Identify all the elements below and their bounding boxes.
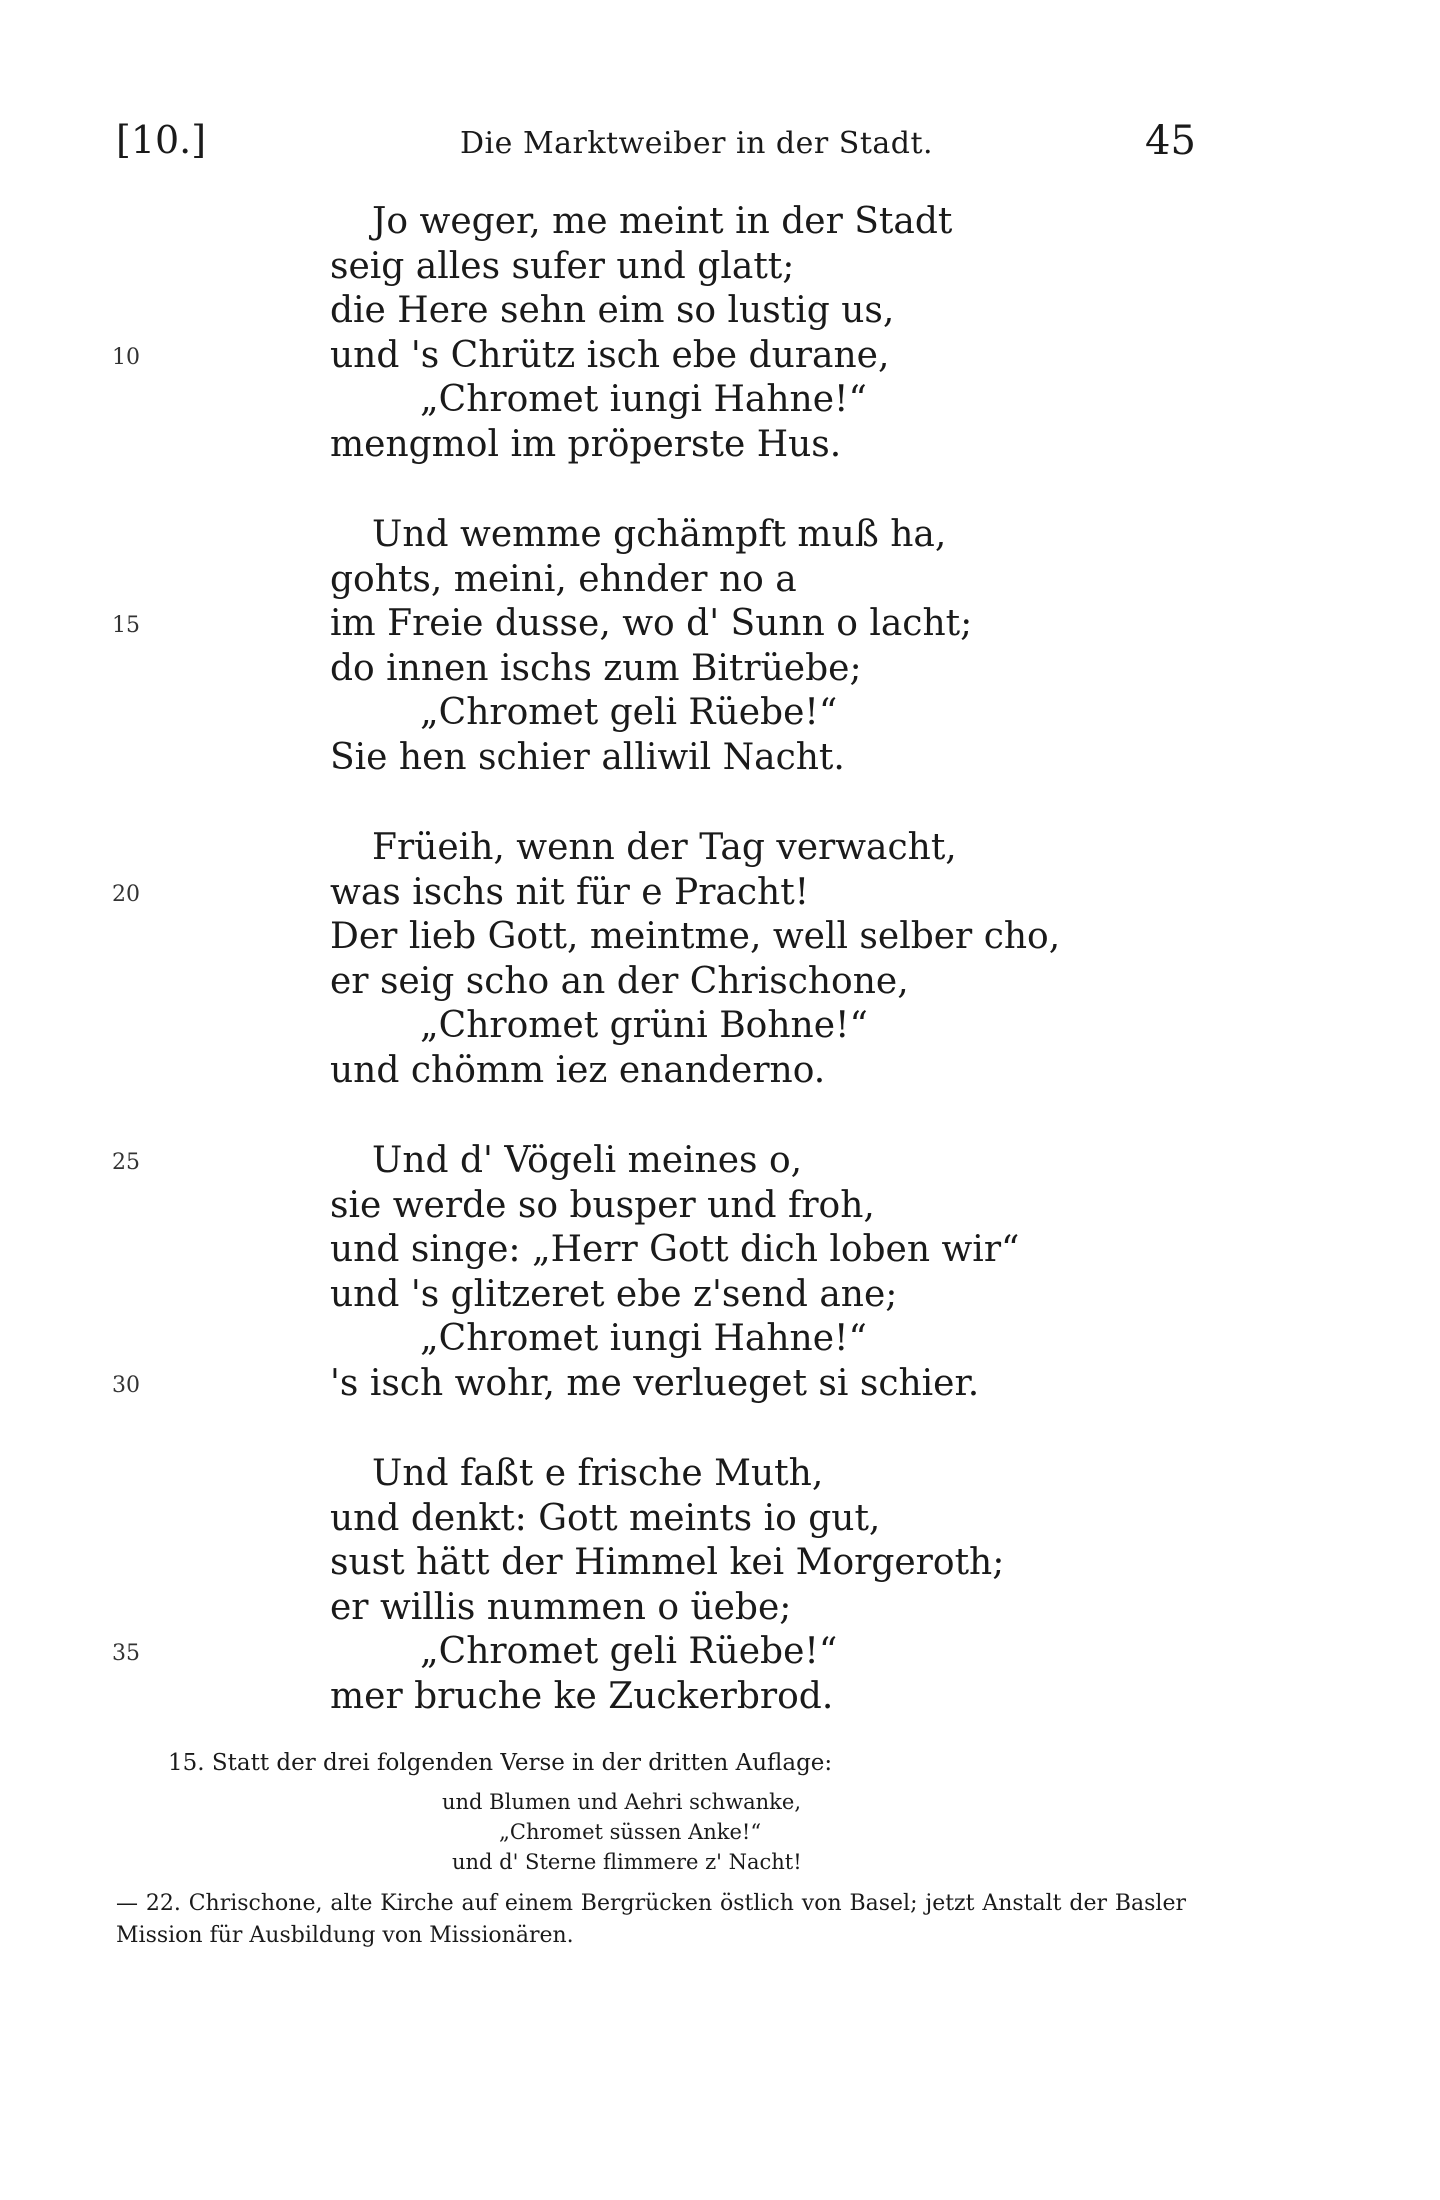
verse-line: [0, 200, 1440, 245]
verse-text: mengmol im pröperste Hus.: [330, 423, 842, 465]
stanza: [0, 513, 1440, 780]
footnote-15-quote-line: und d' Sterne flimmere z' Nacht!: [452, 1850, 802, 1874]
verse-text: Der lieb Gott, meintme, well selber cho,: [330, 916, 1061, 957]
verse-text: Früeih, wenn der Tag verwacht,: [372, 827, 957, 868]
verse-text: „Chromet iungi Hahne!“: [420, 379, 867, 420]
verse-line: [0, 1273, 1440, 1318]
verse-line: [0, 602, 1440, 647]
verse-line: [0, 1139, 1440, 1184]
verse-text: „Chromet geli Rüebe!“: [420, 692, 838, 733]
stanza: [0, 826, 1440, 1093]
stanza: [0, 200, 1440, 467]
verse-line: [0, 1586, 1440, 1631]
verse-line: [0, 647, 1440, 692]
verse-line: [0, 691, 1440, 736]
verse-line: [0, 1184, 1440, 1229]
line-number: 10: [112, 344, 140, 370]
verse-text: Und wemme gchämpft muß ha,: [372, 514, 947, 555]
verse-line: [0, 334, 1440, 379]
verse-line: [0, 915, 1440, 960]
line-number: 20: [112, 881, 140, 907]
verse-text: Jo weger, me meint in der Stadt: [372, 201, 953, 242]
verse-text: „Chromet iungi Hahne!“: [420, 1318, 867, 1359]
footnote-22: — 22. Chrischone, alte Kirche auf einem Bergrücken östlich von Basel; jetzt Anstalt der Basler Mission für Ausbildung von Missionären.: [116, 1891, 1186, 1948]
verse-text: sust hätt der Himmel kei Morgeroth;: [330, 1542, 1005, 1583]
footnote-15-intro: 15. Statt der drei folgenden Verse in der dritten Auflage:: [168, 1750, 833, 1776]
verse-text: er willis nummen o üebe;: [330, 1586, 792, 1628]
footnote-15-quote-line: „Chromet süssen Anke!“: [499, 1820, 762, 1844]
footnote-15-quote-line: und Blumen und Aehri schwanke,: [442, 1790, 802, 1814]
verse-line: [0, 1630, 1440, 1675]
stanza: [0, 1452, 1440, 1719]
page-header: [0, 118, 1440, 178]
verse-text: seig alles sufer und glatt;: [330, 245, 795, 287]
verse-text: mer bruche ke Zuckerbrod.: [330, 1675, 834, 1717]
verse-line: [0, 1228, 1440, 1273]
verse-line: [0, 826, 1440, 871]
verse-text: und 's glitzeret ebe z'send ane;: [330, 1273, 898, 1315]
page-number: 45: [1145, 118, 1196, 164]
verse-line: [0, 558, 1440, 603]
section-number: [10.]: [116, 118, 207, 162]
verse-text: und chömm iez enanderno.: [330, 1049, 826, 1091]
verse-line: [0, 513, 1440, 558]
verse-text: und 's Chrütz isch ebe durane,: [330, 334, 890, 376]
verse-line: [0, 1317, 1440, 1362]
verse-text: sie werde so busper und froh,: [330, 1184, 875, 1226]
line-number: 25: [112, 1150, 140, 1175]
verse-text: und denkt: Gott meints io gut,: [330, 1497, 881, 1539]
verse-line: [0, 245, 1440, 290]
running-title: Die Marktweiber in der Stadt.: [460, 126, 934, 161]
verse-line: [0, 871, 1440, 916]
poem: [0, 200, 1440, 1765]
verse-line: [0, 1004, 1440, 1049]
verse-line: [0, 736, 1440, 781]
line-number: 35: [112, 1641, 140, 1666]
verse-text: Und faßt e frische Muth,: [372, 1453, 824, 1494]
verse-line: [0, 423, 1440, 468]
verse-text: 's isch wohr, me verlueget si schier.: [330, 1362, 980, 1404]
verse-text: Sie hen schier alliwil Nacht.: [330, 736, 845, 778]
verse-line: [0, 1675, 1440, 1720]
verse-text: im Freie dusse, wo d' Sunn o lacht;: [330, 603, 973, 644]
verse-text: er seig scho an der Chrischone,: [330, 960, 909, 1002]
verse-line: [0, 1049, 1440, 1094]
verse-text: „Chromet grüni Bohne!“: [420, 1005, 868, 1046]
verse-text: „Chromet geli Rüebe!“: [420, 1631, 838, 1672]
verse-text: do innen ischs zum Bitrüebe;: [330, 647, 862, 689]
verse-line: [0, 289, 1440, 334]
verse-line: [0, 1452, 1440, 1497]
verse-line: [0, 960, 1440, 1005]
verse-text: was ischs nit für e Pracht!: [330, 871, 810, 913]
verse-text: Und d' Vögeli meines o,: [372, 1140, 803, 1181]
verse-line: [0, 378, 1440, 423]
verse-line: [0, 1541, 1440, 1586]
verse-text: und singe: „Herr Gott dich loben wir“: [330, 1229, 1020, 1270]
verse-text: gohts, meini, ehnder no a: [330, 558, 797, 600]
line-number: 15: [112, 613, 140, 638]
verse-text: die Here sehn eim so lustig us,: [330, 290, 895, 331]
verse-line: [0, 1362, 1440, 1407]
stanza: [0, 1139, 1440, 1406]
line-number: 30: [112, 1372, 140, 1398]
verse-line: [0, 1497, 1440, 1542]
